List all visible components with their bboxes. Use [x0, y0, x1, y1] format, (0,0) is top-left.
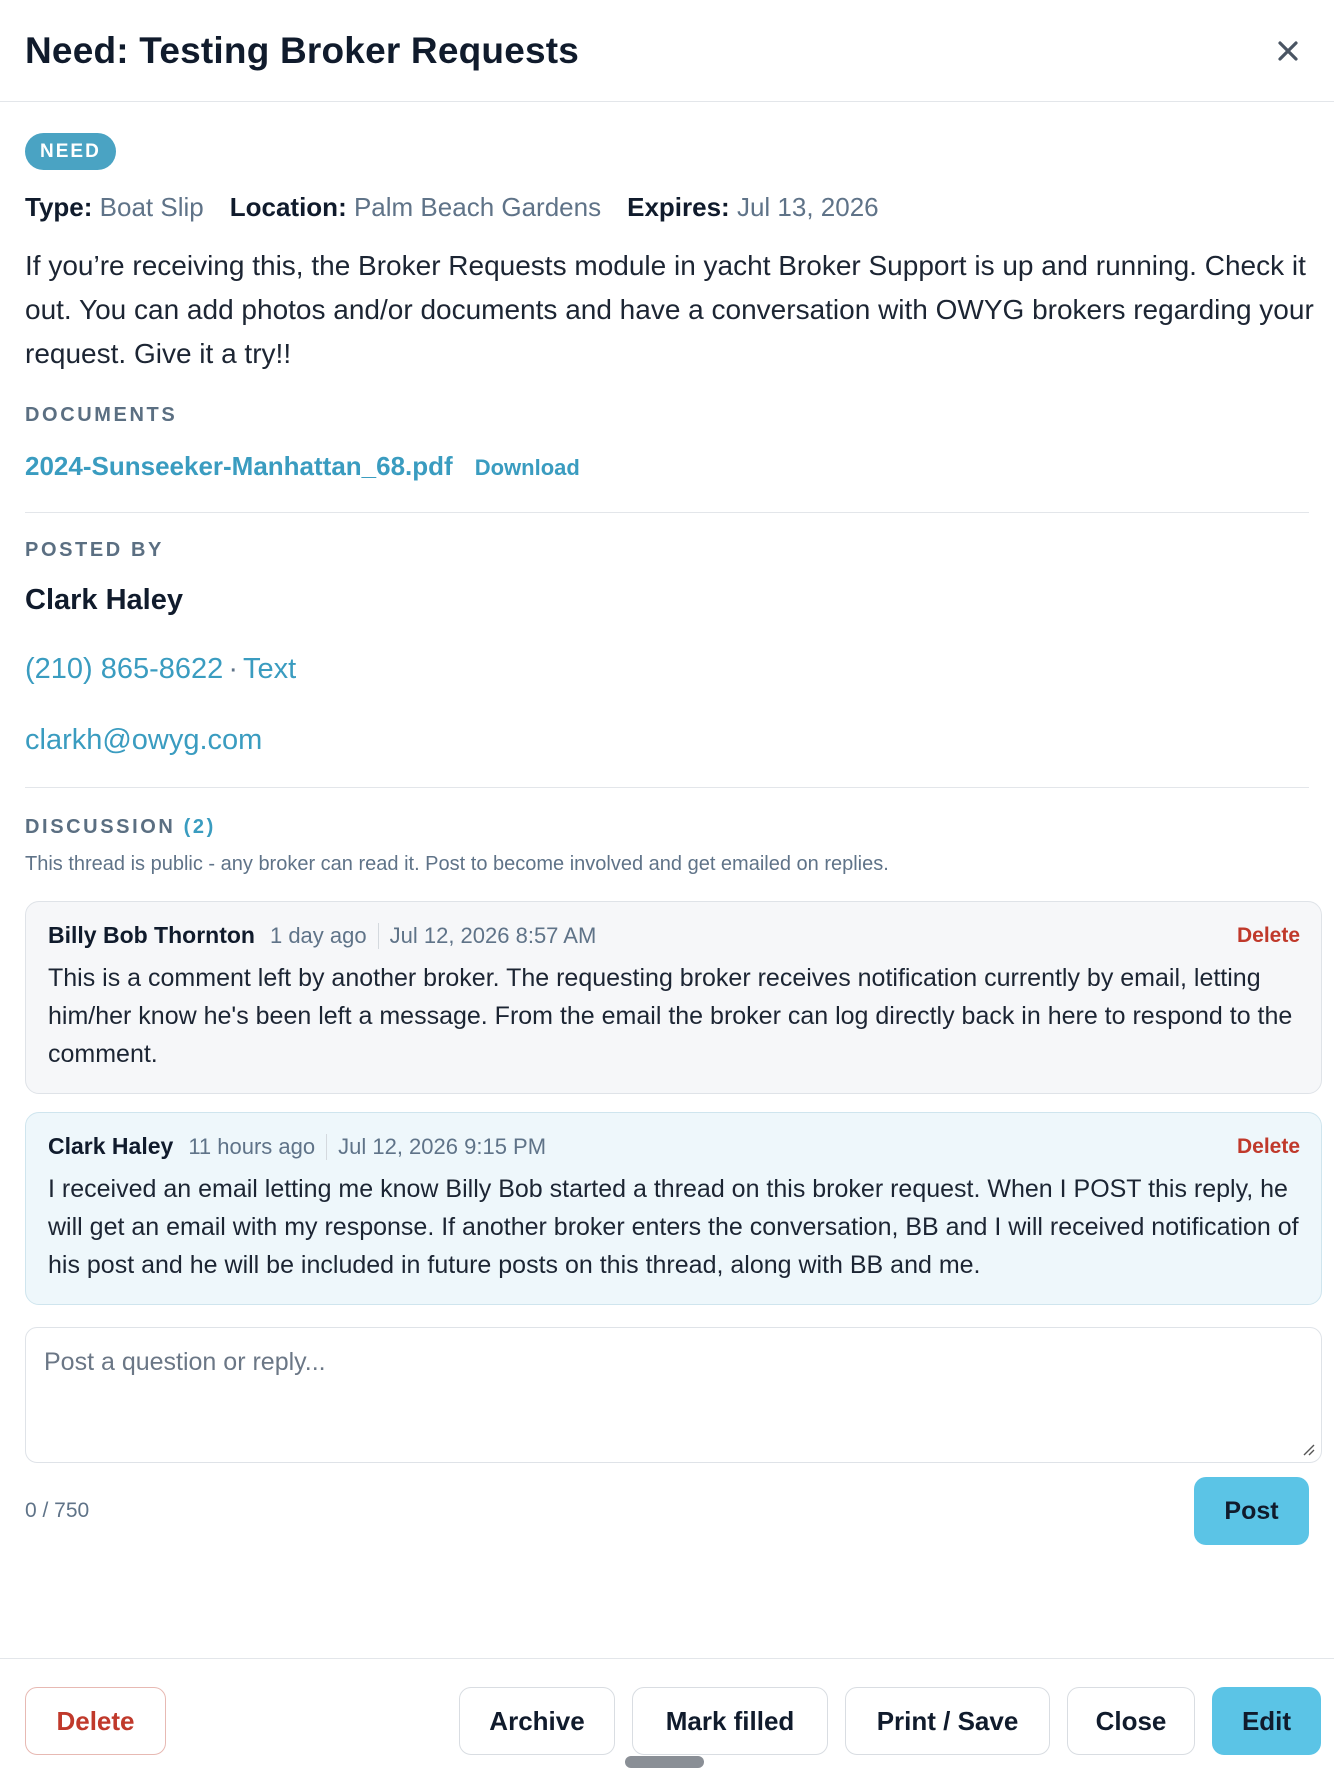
comment-date: Jul 12, 2026 9:15 PM [338, 1133, 547, 1159]
character-counter: 0 / 750 [25, 1499, 90, 1522]
email-link[interactable]: clarkh@owyg.com [25, 724, 263, 756]
type-label: Type: [25, 192, 93, 222]
posted-by-heading: POSTED BY [25, 539, 164, 561]
comment-author: Billy Bob Thornton [48, 922, 255, 948]
comment-card [25, 901, 1322, 1094]
modal-body [0, 102, 1334, 1545]
close-button[interactable]: Close [1067, 1687, 1195, 1755]
archive-button[interactable]: Archive [459, 1687, 615, 1755]
location-value: Palm Beach Gardens [353, 192, 602, 222]
request-meta [25, 192, 1309, 223]
delete-comment-button[interactable]: Delete [1236, 1134, 1300, 1158]
post-button[interactable]: Post [1194, 1477, 1309, 1545]
type-field [25, 192, 204, 223]
reply-placeholder: Post a question or reply... [44, 1348, 326, 1376]
comment-header [48, 922, 1300, 949]
discussion-note: This thread is public - any broker can read it. Post to become involved and get emailed on replies. [25, 853, 889, 875]
reply-textarea[interactable] [25, 1327, 1322, 1463]
comment-card [25, 1112, 1322, 1305]
comment-body: This is a comment left by another broker. The requesting broker receives notification currently by email, letting him/her know he's been left a message. From the email the broker can log directly back in here to respond to the comment. [48, 964, 1293, 1068]
modal-title: Need: Testing Broker Requests [25, 29, 580, 71]
comment-author: Clark Haley [48, 1133, 174, 1159]
expires-field [627, 192, 879, 223]
comment-relative-time: 11 hours ago [188, 1134, 327, 1160]
poster-name: Clark Haley [25, 584, 183, 616]
divider [25, 512, 1309, 513]
comment-header [48, 1133, 1300, 1160]
comment-relative-time: 1 day ago [270, 923, 379, 949]
text-link[interactable]: Text [243, 653, 297, 685]
discussion-label: DISCUSSION [25, 816, 176, 838]
download-link[interactable]: Download [474, 455, 580, 480]
documents-heading: DOCUMENTS [25, 404, 178, 426]
expires-label: Expires: [627, 192, 730, 222]
print-save-button[interactable]: Print / Save [845, 1687, 1050, 1755]
discussion-heading [25, 816, 1309, 839]
comment-date: Jul 12, 2026 8:57 AM [389, 922, 597, 948]
location-label: Location: [229, 192, 347, 222]
delete-button[interactable]: Delete [25, 1687, 166, 1755]
delete-comment-button[interactable]: Delete [1236, 923, 1300, 947]
document-item [25, 451, 1309, 482]
reply-actions [25, 1477, 1309, 1545]
mark-filled-button[interactable]: Mark filled [632, 1687, 828, 1755]
close-icon[interactable] [1266, 29, 1310, 73]
modal-header [0, 0, 1334, 102]
type-value: Boat Slip [99, 192, 204, 222]
need-badge: NEED [25, 133, 116, 170]
comment-body: I received an email letting me know Billy Bob started a thread on this broker request. When I POST this reply, he will get an email with my response. If another broker enters the conversation, BB and I will received notification of his post and he will be included in future posts on this thread, along with BB and me. [48, 1175, 1299, 1279]
contact-email-row [25, 724, 1309, 757]
expires-value: Jul 13, 2026 [736, 192, 879, 222]
request-description: If you’re receiving this, the Broker Requests module in yacht Broker Support is up and running. Check it out. You can add photos and/or documents and have a conversation with OWYG brokers regarding your request. Give it a try!! [25, 250, 1314, 369]
location-field [230, 192, 601, 223]
document-link[interactable]: 2024-Sunseeker-Manhattan_68.pdf [25, 451, 453, 481]
phone-link[interactable]: (210) 865-8622 [25, 653, 224, 685]
drag-handle[interactable] [625, 1756, 704, 1768]
separator: · [228, 653, 238, 685]
discussion-count: (2) [183, 816, 216, 838]
edit-button[interactable]: Edit [1212, 1687, 1321, 1755]
divider [25, 787, 1309, 788]
contact-phone-row [25, 653, 1309, 686]
resize-grip-icon[interactable] [1301, 1442, 1315, 1456]
